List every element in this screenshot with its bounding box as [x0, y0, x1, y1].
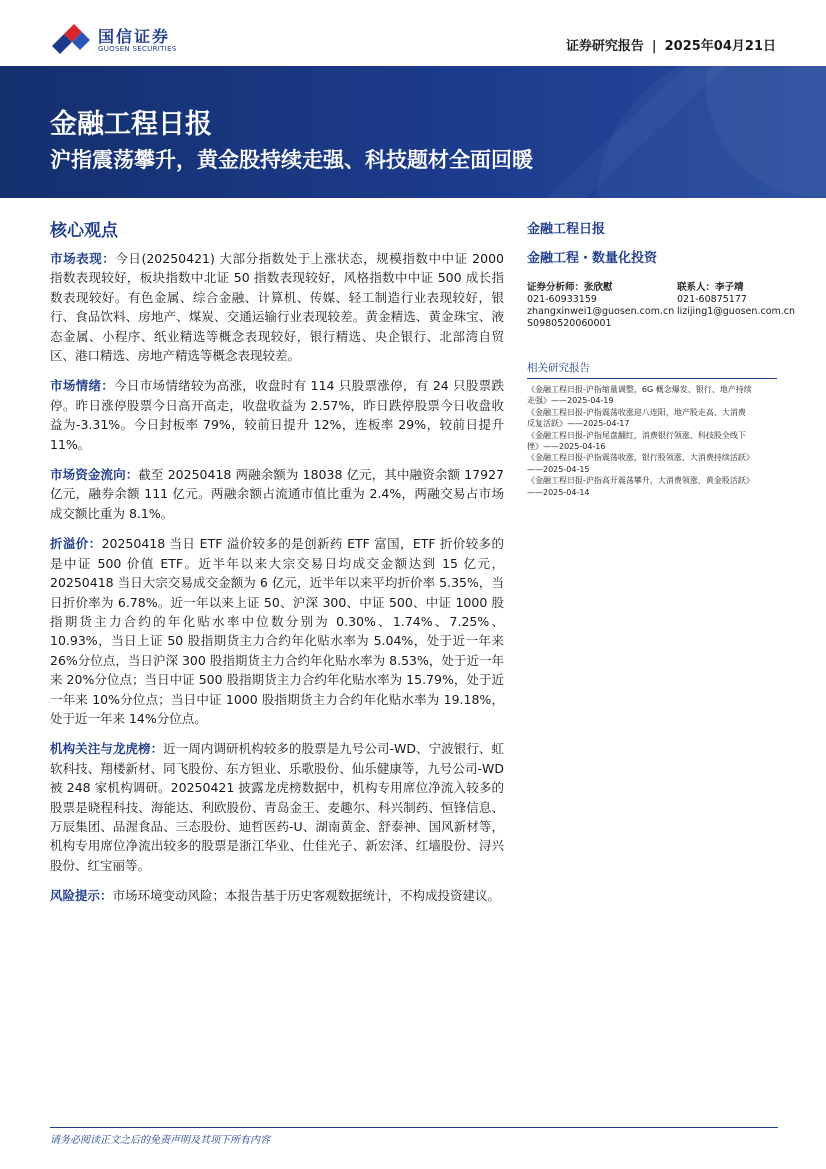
paragraph-lead: 风险提示：	[50, 888, 113, 904]
paragraph-lead: 机构关注与龙虎榜：	[50, 741, 164, 757]
banner-decoration	[426, 66, 826, 198]
related-report-line[interactable]: ——2025-04-15	[527, 464, 590, 474]
analyst-info	[527, 282, 796, 342]
paragraph-text: 今日市场情绪较为高涨，收盘时有 114 只股票涨停，有 24 只股票跌停。昨日涨停股票今日高开高走，收盘收益为 2.57%，昨日跌停股票今日收盘收益为-3.31%。今日封板率 79%，较前日提升 12%，连板率 29%，较前日提升 11%。	[50, 378, 504, 452]
report-type: 证券研究报告	[565, 39, 644, 54]
analyst-name: 张欣慰	[584, 282, 613, 293]
sidebar	[527, 218, 796, 498]
related-report-line[interactable]: 《金融工程日报-沪指尾盘翻红，消费银行领涨、科技股全线下	[527, 430, 746, 440]
related-research	[527, 360, 777, 498]
paragraph-lead: 市场表现：	[50, 251, 116, 266]
analyst-email[interactable]: zhangxinwei1@guosen.com.cn	[527, 306, 675, 317]
footer-divider	[50, 1127, 778, 1128]
paragraph-text: 市场环境变动风险；本报告基于历史客观数据统计，不构成投资建议。	[112, 888, 501, 904]
related-report-line[interactable]: 走强》——2025-04-19	[527, 396, 614, 406]
core-views-heading: 核心观点	[50, 221, 118, 241]
sidebar-title: 金融工程日报	[527, 222, 606, 237]
premium-discount-paragraph	[50, 534, 504, 728]
meta-divider: |	[651, 39, 657, 54]
sidebar-subtitle: 金融工程・数量化投资	[527, 251, 658, 266]
report-title: 金融工程日报	[50, 109, 212, 140]
market-performance-paragraph	[50, 249, 504, 365]
related-report-line[interactable]: 反复活跃》——2025-04-17	[527, 419, 630, 429]
contact-email[interactable]: lizijing1@guosen.com.cn	[677, 306, 796, 317]
analyst-card	[527, 282, 677, 330]
contact-name: 李子靖	[715, 282, 744, 293]
paragraph-text: 今日(20250421) 大部分指数处于上涨状态，规模指数中中证 2000 指数表现较好，板块指数中北证 50 指数表现较好，风格指数中中证 500 成长指数表现较好。有色金属、综合金融、计算机、传媒、轻工制造行业表现较好，银行、食品饮料、房地产、煤炭、交通运输行业表现较差。黄金精选、黄金珠宝、液态金属、小程序、纸业精选等概念表现较好，银行精选、央企银行、北部湾自贸区、港口精选、房地产精选等概念表现较差。	[50, 251, 504, 364]
paragraph-lead: 市场资金流向：	[50, 467, 139, 483]
capital-flow-paragraph	[50, 465, 504, 523]
title-banner	[0, 66, 826, 198]
related-report-line[interactable]: ——2025-04-14	[527, 487, 590, 497]
paragraph-text: 20250418 当日 ETF 溢价较多的是创新药 ETF 富国，ETF 折价较多的是中证 500 价值 ETF。近半年以来大宗交易日均成交金额达到 15 亿元，20250418 当日大宗交易成交金额为 6 亿元，近半年以来平均折价率 5.35%，当日折价率为 6.78%。近一年以来上证 50、沪深 300、中证 500、中证 1000 股指期货主力合约的年化贴水率中位数分别为 0.30%、1.74%、7.25%、10.93%，当日上证 50 股指期货主力合约年化贴水率为 5.04%，处于近一年来 26%分位点，当日沪深 300 股指期货主力合约年化贴水率为 8.53%，处于近一年来 20%分位点；当日中证 500 股指期货主力合约年化贴水率为 15.79%，处于近一年来 10%分位点；当日中证 1000 股指期货主力合约年化贴水率为 19.18%，处于近一年来 14%分位点。	[50, 536, 504, 726]
analyst-role: 证券分析师：	[527, 282, 585, 293]
related-report-line[interactable]: 挫》——2025-04-16	[527, 442, 606, 452]
contact-role: 联系人：	[677, 282, 716, 293]
risk-warning-paragraph	[50, 886, 504, 905]
related-report-line[interactable]: 《金融工程日报-沪指缩量调整，6G 概念爆发、银行、地产持续	[527, 385, 752, 394]
paragraph-text: 近一周内调研机构较多的股票是九号公司-WD、宁波银行、虹软科技、翔楼新材、同飞股份、东方钽业、乐歌股份、仙乐健康等，九号公司-WD 被 248 家机构调研。20250421 披露龙虎榜数据中，机构专用席位净流入较多的股票是晓程科技、海能达、利欧股份、青岛金王、麦趣尔、科兴制药、恒锋信息、万辰集团、品渥食品、三态股份、迪哲医药-U、湖南黄金、舒泰神、国风新材等，机构专用席位净流出较多的股票是浙江华业、仕佳光子、新宏泽、红墙股份、浔兴股份、红宝丽等。	[50, 741, 504, 873]
contact-card	[677, 282, 797, 318]
institution-dragon-tiger-paragraph	[50, 739, 504, 875]
paragraph-text: 截至 20250418 两融余额为 18038 亿元，其中融资余额 17927 亿元，融券余额 111 亿元。两融余额占流通市值比重为 2.4%，两融交易占市场成交额比重为 8.1%。	[50, 467, 504, 521]
report-date: 2025年04月21日	[664, 39, 776, 54]
related-research-heading: 相关研究报告	[527, 360, 777, 379]
logo-english-name: GUOSEN SECURITIES	[98, 45, 177, 53]
page-header	[0, 0, 826, 66]
related-report-line[interactable]: 《金融工程日报-沪指震荡收涨迎八连阳，地产股走高、大消费	[527, 407, 746, 417]
related-report-list	[527, 384, 777, 498]
logo-chinese-name: 国信证券	[98, 27, 171, 46]
paragraph-lead: 折溢价：	[50, 536, 102, 552]
paragraph-lead: 市场情绪：	[50, 378, 115, 394]
analyst-cert-number: S0980520060001	[527, 318, 612, 329]
guosen-logo-mark-icon	[50, 24, 90, 54]
footer-disclaimer: 请务必阅读正文之后的免责声明及其项下所有内容	[50, 1135, 270, 1146]
related-report-line[interactable]: 《金融工程日报-沪指震荡收涨，银行股领涨、大消费持续活跃》	[527, 453, 754, 463]
guosen-logo	[50, 24, 192, 60]
contact-phone: 021-60875177	[677, 294, 747, 305]
analyst-phone: 021-60933159	[527, 294, 597, 305]
core-views-section	[50, 216, 504, 917]
report-subtitle: 沪指震荡攀升，黄金股持续走强、科技题材全面回暖	[50, 148, 533, 172]
report-meta	[566, 35, 776, 54]
market-sentiment-paragraph	[50, 376, 504, 454]
related-report-line[interactable]: 《金融工程日报-沪指高开震荡攀升，大消费领涨、黄金股活跃》	[527, 476, 754, 486]
